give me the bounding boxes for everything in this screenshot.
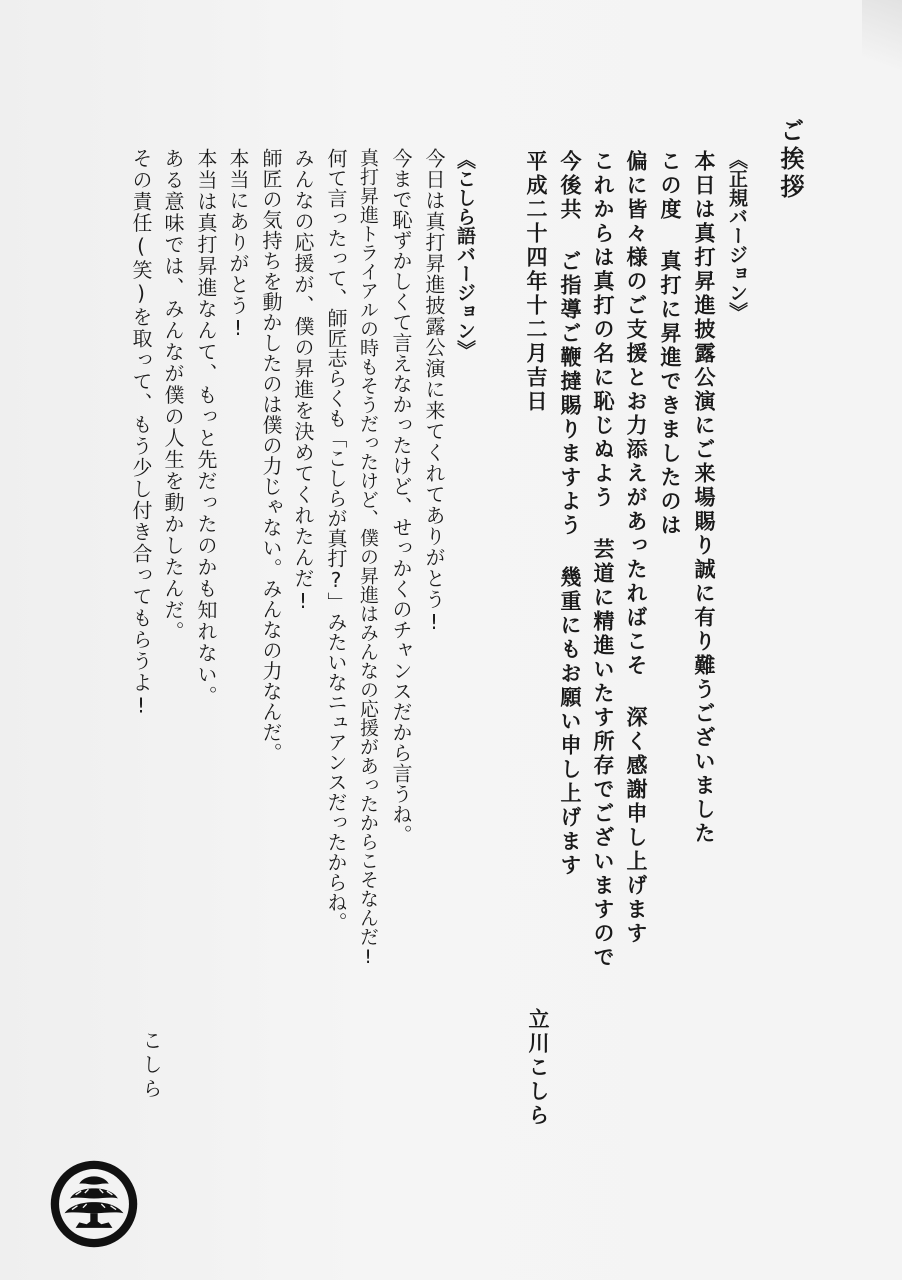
casual-heading: 《こしら語バージョン》 <box>454 150 476 359</box>
formal-line-3: 偏に皆々様のご支援とお力添えがあったればこそ 深く感謝申し上げます <box>624 150 649 946</box>
formal-line-1: 本日は真打昇進披露公演にご来場賜り誠に有り難うございました <box>692 150 717 846</box>
page-title: ご挨拶 <box>776 118 805 202</box>
formal-signature: 立川こしら <box>526 1008 551 1128</box>
formal-line-5: 今後共 ご指導ご鞭撻賜りますよう 幾重にもお願い申し上げます <box>558 150 583 878</box>
casual-line-2: 今まで恥ずかしくて言えなかったけど、せっかくのチャンスだから言うね。 <box>389 148 413 845</box>
casual-line-7: 本当にありがとう! <box>226 148 250 341</box>
page-corner-shadow <box>862 0 902 90</box>
casual-signature: こしら <box>139 1030 163 1102</box>
formal-line-4: これからは真打の名に恥じぬよう 芸道に精進いたす所存でございますので <box>591 150 616 970</box>
formal-line-6: 平成二十四年十二月吉日 <box>524 150 549 414</box>
casual-line-4: 何て言ったって、師匠志らくも「こしらが真打?」みたいなニュアンスだったからね。 <box>324 148 348 932</box>
casual-line-5: みんなの応援が、僕の昇進を決めてくれたんだ! <box>291 148 315 614</box>
casual-line-6: 師匠の気持ちを動かしたのは僕の力じゃない。みんなの力なんだ。 <box>259 148 283 763</box>
casual-line-10: その責任(笑)を取って、もう少し付き合ってもらうよ! <box>129 148 153 719</box>
formal-heading: 《正規バージョン》 <box>726 150 748 321</box>
casual-line-9: ある意味では、みんなが僕の人生を動かしたんだ。 <box>161 148 185 643</box>
formal-line-2: この度 真打に昇進できましたのは <box>658 150 683 538</box>
pine-crest-icon <box>48 1158 140 1250</box>
casual-line-3: 真打昇進トライアルの時もそうだったけど、僕の昇進はみんなの応援があったからこそなんだ! <box>357 148 379 968</box>
casual-line-1: 今日は真打昇進披露公演に来てくれてありがとう! <box>422 148 446 635</box>
casual-line-8: 本当は真打昇進なんて、もっと先だったのかも知れない。 <box>194 148 218 707</box>
